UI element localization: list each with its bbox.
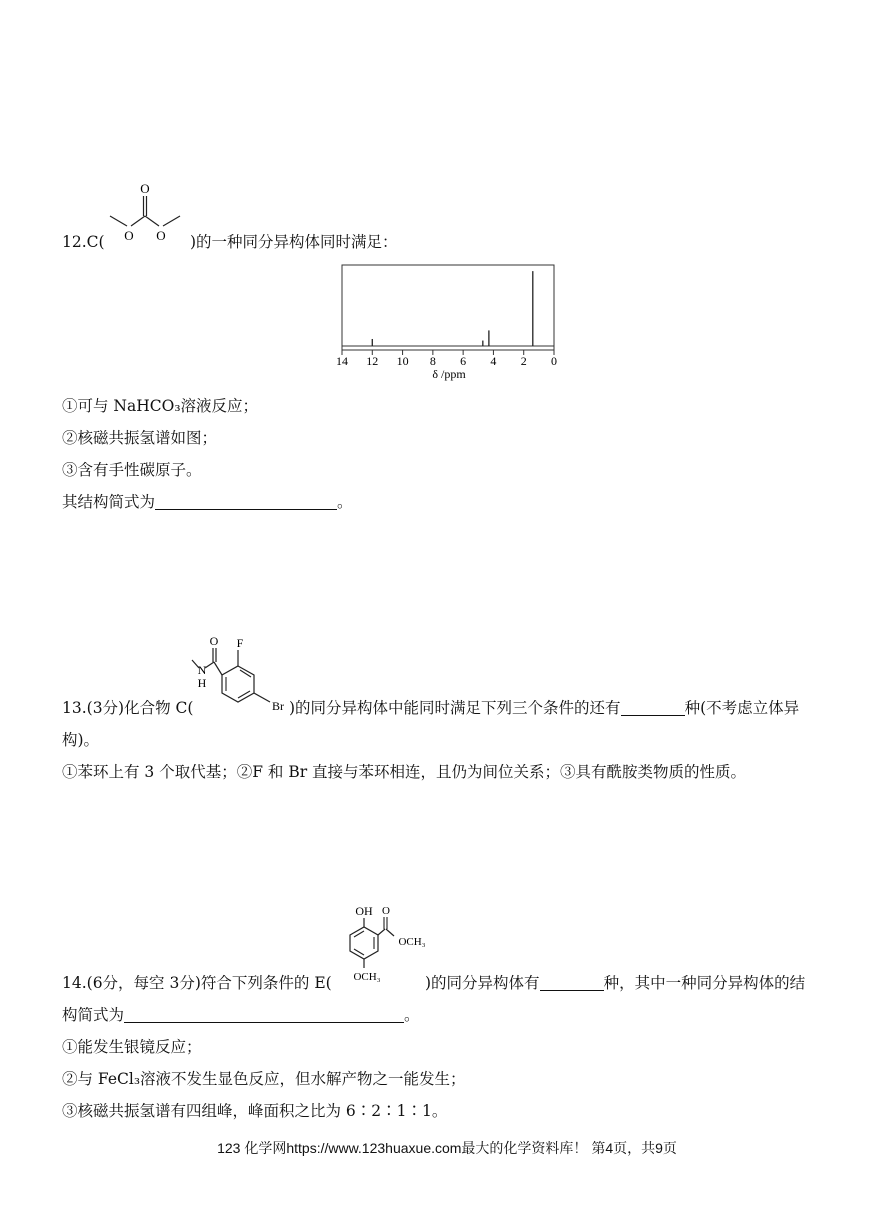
q13-atom-h: H <box>197 676 207 690</box>
q12-atom-o-left: O <box>124 228 134 243</box>
q14-structure-blank[interactable] <box>124 1006 404 1023</box>
q14-tail: 种，其中一种同分异构体的结 <box>603 974 806 992</box>
q14-condition-1: ①能发生银镜反应； <box>62 1038 202 1056</box>
q12-atom-o-right: O <box>156 228 166 243</box>
nmr-x-tick-label: 8 <box>429 354 436 368</box>
q14-line1-prefix: 14.(6分，每空 3分)符合下列条件的 E( <box>62 974 332 992</box>
q12-answer-prefix: 其结构简式为 <box>62 493 156 511</box>
nmr-plot-frame <box>342 265 554 350</box>
q13-line2: 构)。 <box>62 731 100 749</box>
nmr-x-tick-label: 14 <box>336 354 348 368</box>
q14-atom-och3-ring: OCH₃ <box>353 971 381 983</box>
q13-atom-o: O <box>209 634 219 648</box>
q14-suffix: )的同分异构体有 <box>425 974 540 992</box>
q12-condition-3: ③含有手性碳原子。 <box>62 461 202 479</box>
q12-condition-1: ①可与 NaHCO₃溶液反应； <box>62 397 259 415</box>
q12-line1 <box>62 232 105 252</box>
q13-conditions: ①苯环上有 3 个取代基；②F 和 Br 直接与苯环相连，且仍为间位关系；③具有酰胺类物质的性质。 <box>62 763 747 781</box>
q13-answer-blank[interactable] <box>621 699 685 716</box>
q13-atom-br: Br <box>272 699 284 713</box>
nmr-x-tick-label: 6 <box>460 354 467 368</box>
q12-answer-line <box>62 492 353 512</box>
q14-line2-prefix: 构简式为 <box>62 1006 125 1024</box>
nmr-x-tick-label: 12 <box>366 354 379 368</box>
q12-answer-blank[interactable] <box>155 493 337 510</box>
q14-atom-och3-ester: OCH₃ <box>398 936 426 948</box>
q13-atom-n: N <box>197 663 207 677</box>
q14-atom-oh: OH <box>355 904 373 918</box>
q14-line2-suffix: 。 <box>404 1006 420 1024</box>
q14-molecule-diagram <box>328 902 433 992</box>
q12-molecule-diagram <box>100 178 195 248</box>
q13-suffix: )的同分异构体中能同时满足下列三个条件的还有 <box>289 699 621 717</box>
q14-count-blank[interactable] <box>540 974 604 991</box>
q12-atom-carbonyl-o: O <box>140 181 150 196</box>
nmr-x-axis-label: δ /ppm <box>432 367 466 381</box>
q13-atom-f: F <box>236 636 244 650</box>
q13-molecule-diagram <box>190 630 290 715</box>
nmr-x-tick-label: 0 <box>551 354 557 368</box>
nmr-spectrum-chart <box>325 260 570 385</box>
q12-condition-2: ②核磁共振氢谱如图； <box>62 429 218 447</box>
q14-line1-rest <box>425 973 805 993</box>
q14-condition-3: ③核磁共振氢谱有四组峰，峰面积之比为 6∶2∶1∶1。 <box>62 1102 448 1120</box>
nmr-x-tick-label: 4 <box>490 354 497 368</box>
q12-suffix: )的一种同分异构体同时满足： <box>190 233 398 251</box>
q12-answer-suffix: 。 <box>337 493 353 511</box>
q14-condition-2: ②与 FeCl₃溶液不发生显色反应，但水解产物之一能发生； <box>62 1070 466 1088</box>
q13-tail: 种(不考虑立体异 <box>684 699 800 717</box>
nmr-x-tick-label: 10 <box>396 354 409 368</box>
page-footer: 123 化学网https://www.123huaxue.com最大的化学资料库！ 第4页，共9页 <box>217 1140 677 1156</box>
nmr-x-tick-label: 2 <box>520 354 527 368</box>
q12-line1-suffix <box>190 232 398 252</box>
q13-line1-prefix: 13.(3分)化合物 C( <box>62 699 194 717</box>
q13-line1-rest <box>289 698 799 718</box>
q14-line2 <box>62 1005 420 1025</box>
q12-prefix: 12.C( <box>62 233 105 251</box>
q14-atom-o: O <box>382 905 390 917</box>
